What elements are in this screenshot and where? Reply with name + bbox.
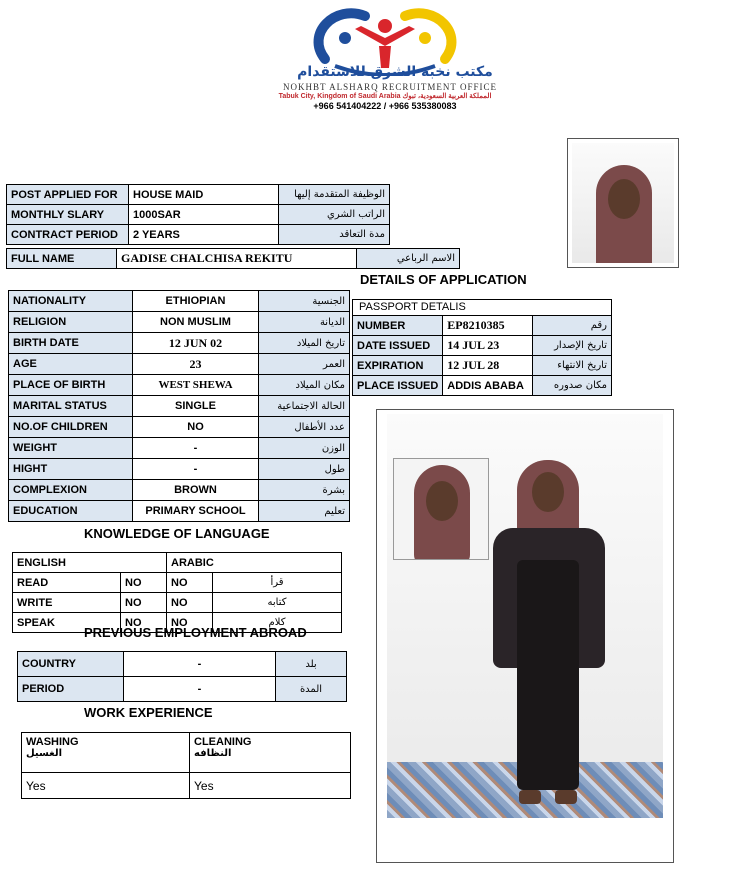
language-title: KNOWLEDGE OF LANGUAGE	[84, 526, 270, 541]
post-label: POST APPLIED FOR	[7, 185, 129, 205]
passport-arabic: مكان صدوره	[533, 376, 612, 396]
company-arabic-name: مكتب نخبة الشرق للاستقدام	[297, 64, 493, 80]
personal-label: WEIGHT	[9, 438, 133, 459]
passport-row	[353, 336, 612, 356]
personal-label: PLACE OF BIRTH	[9, 375, 133, 396]
employment-title: PREVIOUS EMPLOYMENT ABROAD	[84, 625, 307, 640]
language-table	[12, 552, 342, 633]
personal-row	[9, 354, 350, 375]
personal-arabic: العمر	[259, 354, 350, 375]
passport-row	[353, 316, 612, 336]
personal-label: COMPLEXION	[9, 480, 133, 501]
personal-arabic: مكان الميلاد	[259, 375, 350, 396]
personal-row	[9, 375, 350, 396]
company-phones: +966 541404222 / +966 535380083	[313, 101, 457, 111]
passport-value: ADDIS ABABA	[443, 376, 533, 396]
personal-label: EDUCATION	[9, 501, 133, 522]
personal-value: -	[133, 459, 259, 480]
post-value: 2 YEARS	[129, 225, 279, 245]
post-row	[7, 185, 390, 205]
full-name-label: FULL NAME	[7, 249, 117, 269]
personal-arabic: تاريخ الميلاد	[259, 333, 350, 354]
employment-value: -	[124, 652, 276, 677]
post-value: HOUSE MAID	[129, 185, 279, 205]
personal-label: BIRTH DATE	[9, 333, 133, 354]
language-row	[13, 573, 342, 593]
post-row	[7, 225, 390, 245]
personal-label: NATIONALITY	[9, 291, 133, 312]
passport-row	[353, 356, 612, 376]
employment-label: PERIOD	[18, 677, 124, 702]
portrait-photo	[567, 138, 679, 268]
personal-label: MARITAL STATUS	[9, 396, 133, 417]
employment-row	[18, 677, 347, 702]
passport-label: PLACE ISSUED	[353, 376, 443, 396]
full-body-photo	[376, 409, 674, 863]
personal-value: PRIMARY SCHOOL	[133, 501, 259, 522]
personal-label: RELIGION	[9, 312, 133, 333]
personal-row	[9, 480, 350, 501]
work-value: Yes	[190, 773, 351, 799]
personal-value: SINGLE	[133, 396, 259, 417]
full-name-arabic: الاسم الرباعي	[357, 249, 460, 269]
personal-row	[9, 438, 350, 459]
personal-value: ETHIOPIAN	[133, 291, 259, 312]
personal-arabic: الجنسية	[259, 291, 350, 312]
passport-value: EP8210385	[443, 316, 533, 336]
personal-row	[9, 396, 350, 417]
work-value-row	[22, 773, 351, 799]
passport-arabic: رقم	[533, 316, 612, 336]
personal-row	[9, 291, 350, 312]
passport-box	[352, 299, 612, 396]
language-english: NO	[121, 593, 167, 613]
employment-label: COUNTRY	[18, 652, 124, 677]
company-address: Tabuk City, Kingdom of Saudi Arabia المملكة العربية السعودية، تبوك	[278, 93, 492, 100]
work-item-ar: الغسيل	[26, 748, 63, 759]
passport-row	[353, 376, 612, 396]
language-arabic: NO	[167, 613, 213, 633]
language-header-row	[13, 553, 342, 573]
post-table	[6, 184, 390, 245]
passport-arabic: تاريخ الإصدار	[533, 336, 612, 356]
personal-row	[9, 333, 350, 354]
full-name-value: GADISE CHALCHISA REKITU	[117, 249, 357, 269]
personal-arabic: بشرة	[259, 480, 350, 501]
passport-label: EXPIRATION	[353, 356, 443, 376]
work-value: Yes	[22, 773, 190, 799]
personal-row	[9, 417, 350, 438]
personal-label: AGE	[9, 354, 133, 375]
language-arabic-label: كتابه	[213, 593, 342, 613]
personal-arabic: عدد الأطفال	[259, 417, 350, 438]
personal-row	[9, 501, 350, 522]
personal-value: NON MUSLIM	[133, 312, 259, 333]
post-label: MONTHLY SLARY	[7, 205, 129, 225]
language-english: NO	[121, 613, 167, 633]
employment-arabic: المدة	[276, 677, 347, 702]
language-arabic-label: قرأ	[213, 573, 342, 593]
personal-value: 12 JUN 02	[133, 333, 259, 354]
details-title: DETAILS OF APPLICATION	[360, 272, 527, 287]
personal-arabic: طول	[259, 459, 350, 480]
passport-arabic: تاريخ الانتهاء	[533, 356, 612, 376]
work-title: WORK EXPERIENCE	[84, 705, 213, 720]
language-arabic: NO	[167, 593, 213, 613]
personal-value: 23	[133, 354, 259, 375]
post-label: CONTRACT PERIOD	[7, 225, 129, 245]
work-table	[21, 732, 351, 799]
employment-table	[17, 651, 347, 702]
company-english-name: NOKHBT ALSHARQ RECRUITMENT OFFICE	[283, 82, 497, 92]
post-row	[7, 205, 390, 225]
personal-value: WEST SHEWA	[133, 375, 259, 396]
post-arabic: مدة التعاقد	[279, 225, 390, 245]
employment-row	[18, 652, 347, 677]
personal-arabic: الوزن	[259, 438, 350, 459]
passport-title: PASSPORT DETALIS	[352, 299, 612, 315]
language-head-arabic: ARABIC	[167, 553, 342, 573]
personal-value: BROWN	[133, 480, 259, 501]
letterhead	[230, 4, 540, 112]
personal-arabic: الحالة الاجتماعية	[259, 396, 350, 417]
employment-arabic: بلد	[276, 652, 347, 677]
passport-value: 12 JUL 28	[443, 356, 533, 376]
post-value: 1000SAR	[129, 205, 279, 225]
personal-row	[9, 459, 350, 480]
post-arabic: الوظيفة المتقدمة إليها	[279, 185, 390, 205]
work-item-en: CLEANING	[194, 736, 252, 748]
language-row	[13, 593, 342, 613]
work-header-row	[22, 733, 351, 773]
full-name-table	[6, 248, 460, 269]
personal-label: HIGHT	[9, 459, 133, 480]
passport-value: 14 JUL 23	[443, 336, 533, 356]
work-item-cleaning	[190, 733, 351, 773]
language-arabic: NO	[167, 573, 213, 593]
work-item-washing	[22, 733, 190, 773]
passport-label: DATE ISSUED	[353, 336, 443, 356]
language-label: SPEAK	[13, 613, 121, 633]
employment-value: -	[124, 677, 276, 702]
personal-table	[8, 290, 350, 522]
personal-arabic: تعليم	[259, 501, 350, 522]
personal-label: NO.OF CHILDREN	[9, 417, 133, 438]
work-item-en: WASHING	[26, 736, 79, 748]
post-arabic: الراتب الشري	[279, 205, 390, 225]
personal-value: -	[133, 438, 259, 459]
personal-arabic: الديانة	[259, 312, 350, 333]
work-item-ar: النظافه	[194, 748, 232, 759]
language-head-english: ENGLISH	[13, 553, 167, 573]
language-label: READ	[13, 573, 121, 593]
passport-label: NUMBER	[353, 316, 443, 336]
language-arabic-label: كلام	[213, 613, 342, 633]
personal-row	[9, 312, 350, 333]
personal-value: NO	[133, 417, 259, 438]
language-english: NO	[121, 573, 167, 593]
language-label: WRITE	[13, 593, 121, 613]
